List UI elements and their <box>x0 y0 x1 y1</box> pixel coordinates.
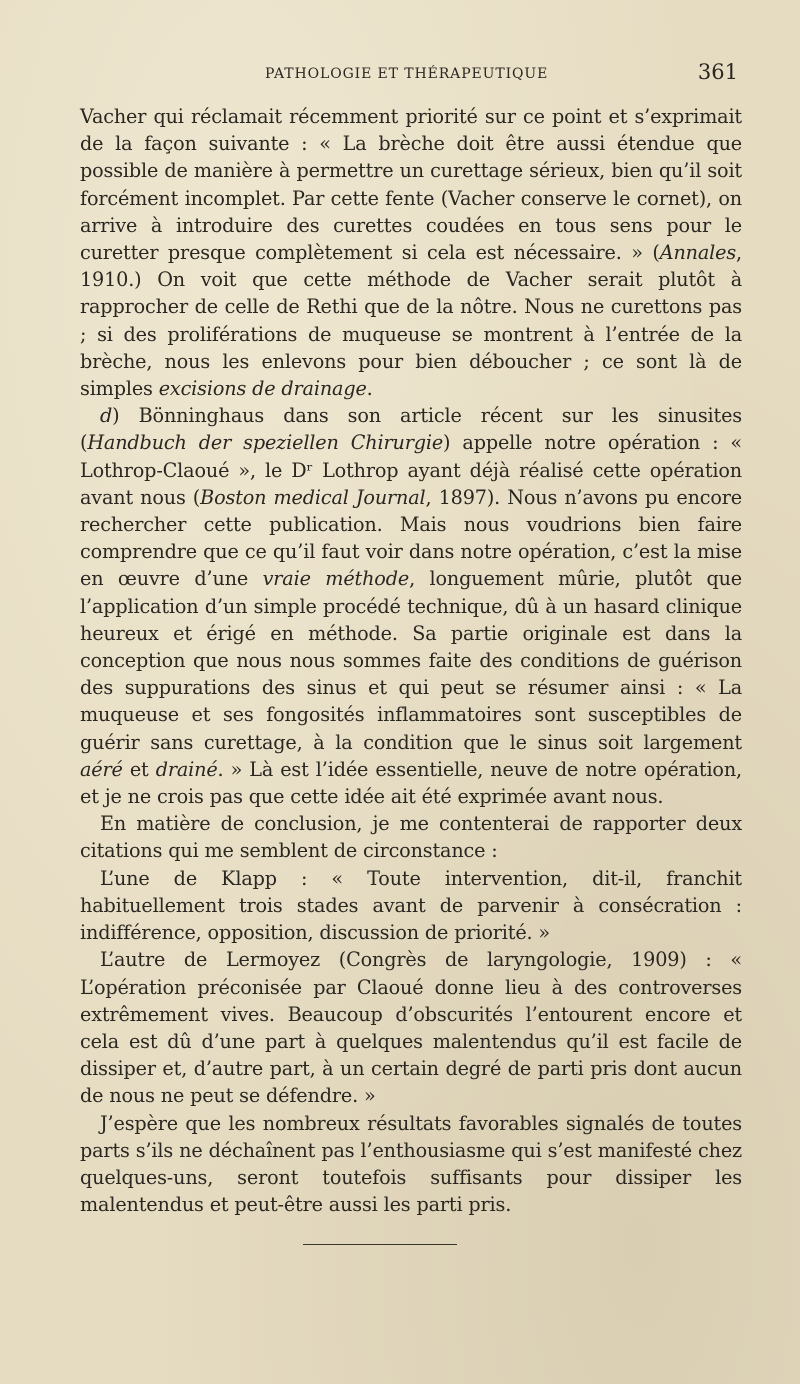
italic-text: Boston medical Journal <box>200 485 426 509</box>
italic-text: Annales <box>659 241 737 265</box>
text-run: ) Bönninghaus dans son article récent sur les sinusites ( <box>80 404 742 455</box>
text-run: et <box>122 757 156 781</box>
italic-text: excisions de drainage <box>158 377 367 401</box>
italic-text: drainé <box>155 757 218 781</box>
end-rule <box>303 1244 457 1245</box>
italic-text: Handbuch der speziellen Chirurgie <box>87 431 444 455</box>
paragraph <box>80 865 742 947</box>
page-number: 361 <box>697 60 738 84</box>
italic-text: d <box>100 404 113 428</box>
paragraph <box>80 1110 742 1219</box>
paragraph <box>80 103 742 402</box>
text-run: , 1897). Nous n’avons pu encore rechercher cette publication. Mais nous voudrions bien faire comprendre que ce qu’il faut voir dans notre opération, c’est la mise en œuvre d’une <box>80 485 743 591</box>
italic-text: aéré <box>80 757 123 781</box>
text-run: . <box>366 377 373 401</box>
italic-text: vraie méthode <box>262 567 410 591</box>
text-run: , longuement mûrie, plutôt que l’application d’un simple procédé technique, dû à un hasard clinique heureux et érigé en méthode. Sa partie originale est dans la conception que nous nous sommes faite des conditions de guérison des suppurations des sinus et qui peut se résumer ainsi : « La muqueuse et ses fongosités inflammatoires sont susceptibles de guérir sans curettage, à la condition que le sinus soit largement <box>80 567 743 754</box>
body-text <box>80 103 742 1218</box>
text-run: En matière de conclusion, je me contenterai de rapporter deux citations qui me semblent de circonstance : <box>80 812 742 863</box>
text-run: . » Là est l’idée essentielle, neuve de notre opération, et je ne crois pas que cette idée ait été exprimée avant nous. <box>80 757 742 809</box>
text-run: ) appelle notre opération : « Lothrop-Claoué », le Dʳ Lothrop ayant déjà réalisé cette opération avant nous ( <box>80 431 743 509</box>
running-title: PATHOLOGIE ET THÉRAPEUTIQUE <box>265 66 549 82</box>
text-run: L’une de Klapp : « Toute intervention, dit-il, franchit habituellement trois stades avant de parvenir à consécration : indifférence, opposition, discussion de priorité. » <box>80 866 742 945</box>
paragraph <box>80 402 742 810</box>
paragraph <box>80 946 742 1109</box>
text-run: J’espère que les nombreux résultats favorables signalés de toutes parts s’ils ne déchaînent pas l’enthousiasme qui s’est manifesté chez quelques-uns, seront toutefois suffisants pour dissiper les malentendus et peut-être aussi les parti pris. <box>80 1111 742 1217</box>
paragraph <box>80 810 742 864</box>
text-run: L’autre de Lermoyez (Congrès de laryngologie, 1909) : « L’opération préconisée par Claoué donne lieu à des controverses extrêmement vives. Beaucoup d’obscurités l’entourent encore et cela est dû d’une part à quelques malentendus qu’il est facile de dissiper et, d’autre part, à un certain degré de parti pris dont aucun de nous ne peut se défendre. » <box>80 948 742 1108</box>
text-run: Vacher qui réclamait récemment priorité sur ce point et s’exprimait de la façon suivante : « La brèche doit être aussi étendue que possible de manière à permettre un curettage sérieux, bien qu’il soit forcément incomplet. Par cette fente (Vacher conserve le cornet), on arrive à introduire des curettes coudées en tous sens pour le curetter presque complètement si cela est nécessaire. » ( <box>80 105 742 265</box>
running-head <box>80 60 742 90</box>
text-run: , 1910.) On voit que cette méthode de Vacher serait plutôt à rapprocher de celle de Rethi que de la nôtre. Nous ne curettons pas ; si des proliférations de muqueuse se montrent à l’entrée de la brèche, nous les enlevons pour bien déboucher ; ce sont là de simples <box>80 241 742 401</box>
